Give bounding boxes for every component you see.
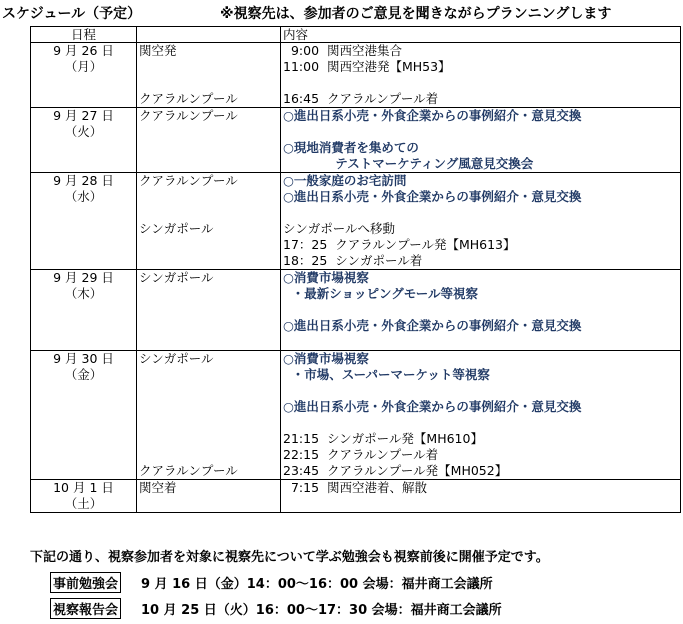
meeting-item: [50, 572, 493, 593]
content-cell: [281, 173, 681, 270]
date-cell: [31, 43, 137, 108]
date-cell: [31, 270, 137, 351]
schedule-row: [31, 173, 681, 270]
date-line: （火）: [64, 124, 103, 139]
schedule-row: [31, 351, 681, 480]
content-column-header: 内容: [281, 27, 681, 43]
place-cell: [137, 351, 281, 480]
content-cell: [281, 480, 681, 513]
content-cell: [281, 108, 681, 173]
content-line: ○消費市場視察: [283, 270, 369, 285]
date-line: （月）: [64, 59, 103, 74]
content-line: シンガポールへ移動: [283, 221, 395, 236]
place-cell: [137, 270, 281, 351]
place-line: [139, 399, 278, 415]
place-cell: [137, 108, 281, 173]
meeting-label: 事前勉強会: [50, 572, 121, 593]
schedule-title: スケジュール（予定）: [2, 6, 142, 22]
date-cell: [31, 480, 137, 513]
meeting-detail: 10 月 25 日（火）16：00〜17：30 会場：福井商工会議所: [141, 603, 502, 618]
content-line: 17：25 クアラルンプール発【MH613】: [283, 237, 516, 252]
content-line: ・最新ショッピングモール等視察: [283, 286, 478, 301]
place-column-header: [137, 27, 281, 43]
schedule-row: [31, 43, 681, 108]
place-line: [139, 205, 278, 221]
place-cell: [137, 480, 281, 513]
date-line: （土）: [64, 496, 103, 511]
place-line: クアラルンプール: [139, 108, 238, 123]
meeting-detail: 9 月 16 日（金）14：00〜16：00 会場：福井商工会議所: [141, 577, 493, 592]
content-line: ○進出日系小売・外食企業からの事例紹介・意見交換: [283, 399, 582, 414]
schedule-table: [30, 26, 681, 513]
meeting-item: [50, 598, 502, 619]
planning-note: ※視察先は、参加者のご意見を聞きながらプランニングします: [220, 6, 612, 22]
place-line: [139, 189, 278, 205]
content-cell: [281, 351, 681, 480]
place-line: [139, 383, 278, 399]
place-line: [139, 431, 278, 447]
content-cell: [281, 43, 681, 108]
place-line: [139, 415, 278, 431]
content-line: ○消費市場視察: [283, 351, 369, 366]
place-line: シンガポール: [139, 221, 214, 236]
date-line: 9 月 29 日: [53, 270, 114, 285]
place-line: クアラルンプール: [139, 173, 238, 188]
date-line: 9 月 27 日: [53, 108, 114, 123]
meeting-label: 視察報告会: [50, 598, 121, 619]
content-line: ○現地消費者を集めての: [283, 140, 419, 155]
date-line: （金）: [64, 367, 103, 382]
date-cell: [31, 108, 137, 173]
place-line: クアラルンプール: [139, 463, 238, 478]
content-line: 16:45 クアラルンプール着: [283, 91, 439, 106]
date-line: 9 月 30 日: [53, 351, 114, 366]
place-line: シンガポール: [139, 270, 214, 285]
schedule-row: [31, 108, 681, 173]
date-line: （水）: [64, 189, 103, 204]
schedule-row: [31, 270, 681, 351]
date-line: 9 月 28 日: [53, 173, 114, 188]
table-header-row: [31, 27, 681, 43]
date-column-header: 日程: [31, 27, 137, 43]
content-line: ・市場、スーパーマーケット等視察: [283, 367, 490, 382]
content-line: ○進出日系小売・外食企業からの事例紹介・意見交換: [283, 108, 582, 123]
content-line: 23:45 クアラルンプール発【MH052】: [283, 463, 508, 478]
place-line: [139, 447, 278, 463]
content-line: 11:00 関西空港発【MH53】: [283, 59, 451, 74]
content-line: 9:00 関西空港集合: [283, 43, 402, 58]
place-line: [139, 75, 278, 91]
content-line: [283, 334, 678, 350]
place-line: シンガポール: [139, 351, 214, 366]
content-line: 7:15 関西空港着、解散: [283, 480, 427, 495]
content-line: ○進出日系小売・外食企業からの事例紹介・意見交換: [283, 189, 582, 204]
content-line: 21:15 シンガポール発【MH610】: [283, 431, 483, 446]
date-cell: [31, 173, 137, 270]
content-line: [283, 205, 678, 221]
place-cell: [137, 43, 281, 108]
content-line: ○一般家庭のお宅訪問: [283, 173, 407, 188]
place-line: クアラルンプール: [139, 91, 238, 106]
date-line: 10 月 1 日: [53, 480, 114, 495]
place-line: [139, 367, 278, 383]
date-line: （木）: [64, 286, 103, 301]
content-line: [283, 302, 678, 318]
content-line: テストマーケティング風意見交換会: [283, 156, 534, 171]
content-line: [283, 124, 678, 140]
content-line: 22:15 クアラルンプール着: [283, 447, 439, 462]
content-line: 18：25 シンガポール着: [283, 253, 423, 268]
content-line: [283, 415, 678, 431]
content-line: [283, 383, 678, 399]
content-cell: [281, 270, 681, 351]
study-session-note: 下記の通り、視察参加者を対象に視察先について学ぶ勉強会も視察前後に開催予定です。: [30, 550, 549, 565]
place-line: [139, 59, 278, 75]
content-line: [283, 75, 678, 91]
place-cell: [137, 173, 281, 270]
content-line: ○進出日系小売・外食企業からの事例紹介・意見交換: [283, 318, 582, 333]
schedule-row: [31, 480, 681, 513]
date-line: 9 月 26 日: [53, 43, 114, 58]
date-cell: [31, 351, 137, 480]
place-line: 関空発: [139, 43, 177, 58]
place-line: 関空着: [139, 480, 177, 495]
